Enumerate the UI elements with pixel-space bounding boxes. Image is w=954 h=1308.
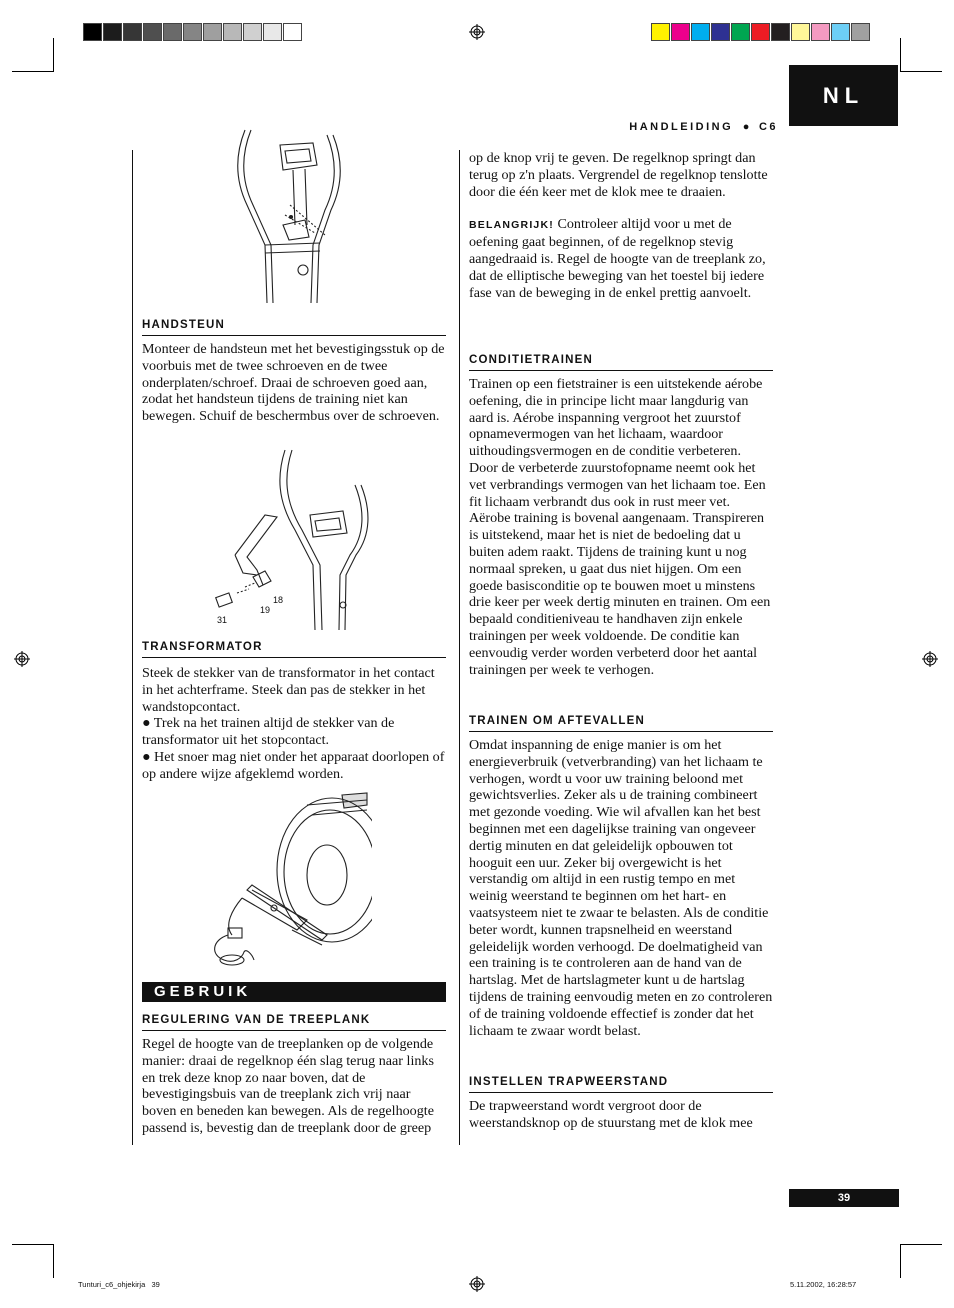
gray-swatch [163,23,182,41]
color-bar [651,23,871,41]
bullet-item: ● Het snoer mag niet onder het apparaat doorlopen of op andere wijze afgeklemd worden. [142,748,445,782]
transformer-figure [212,790,372,970]
color-swatch [671,23,690,41]
gray-swatch [103,23,122,41]
color-swatch [791,23,810,41]
color-swatch [831,23,850,41]
section-body: Regel de hoogte van de treeplanken op de volgende manier: draai de regelknop één slag terug naar links en trek deze knop zo naar boven, dat de bevestigingsbuis van de treeplank zich vrij naar boven en beneden kan bewegen. Als de regelhoogte passend is, bevestig dan de treeplank door de greep [142,1036,434,1136]
color-swatch [851,23,870,41]
registration-mark-icon [922,651,938,667]
color-swatch [651,23,670,41]
gray-swatch [263,23,282,41]
bullet-icon: ● [142,748,151,765]
gray-swatch [83,23,102,41]
color-swatch [811,23,830,41]
section-instellen-trapweerstand [469,1076,773,1132]
grayscale-bar [83,23,303,41]
color-swatch [771,23,790,41]
gray-swatch [123,23,142,41]
gray-swatch [283,23,302,41]
handlebar-assembly-figure [215,445,375,635]
language-tab: NL [789,65,898,126]
section-body: De trapweerstand wordt vergroot door de weerstandsknop op de stuurstang met de klok mee [469,1098,753,1131]
section-body: Monteer de handsteun met het bevestigingsstuk op de voorbuis met de twee schroeven en de twee onderplaten/schroef. Draai de schroeven goed aan, zodat het handsteun tijdens de training niet kan bewegen. Schuif de beschermbus over de schroeven. [142,341,445,425]
section-heading: REGULERING VAN DE TREEPLANK [142,1014,446,1031]
section-heading: CONDITIETRAINEN [469,354,773,371]
page-number: 39 [789,1189,899,1207]
section-transformator [142,641,446,783]
section-heading: TRANSFORMATOR [142,641,446,658]
footer-timestamp: 5.11.2002, 16:28:57 [790,1280,857,1289]
gray-swatch [223,23,242,41]
bullet-item: ● Trek na het trainen altijd de stekker van de transformator uit het stopcontact. [142,715,395,749]
handlebar-figure [225,125,355,305]
right-column [469,150,773,301]
section-body: Omdat inspanning de enige manier is om het energieverbruik (vetverbranding) van het lichaam te verhogen, wordt u voor uw training beloond met gewichtsverlies. Zeker als u de training combineert met gezonde voeding. Wie wil afvallen kan het best beginnen met een dagelijkse training van ongeveer dertig minuten en dat geleidelijk opbouwen tot hooguit een uur. Zeker bij overgewicht is het verstandig om altijd in een rustig tempo en met weinig weerstand te beginnen om het hart- en vaatsysteem niet te zwaar te belasten. Als de conditie beter wordt, kunnen trapsnelheid en weerstand geleidelijk worden verhoogd. De doelmatigheid van een training is te controleren aan de hand van de hartslag. Met de hartslagmeter kunt u de hartslag tijdens de training eenvoudig meten en zo controleren of de training voldoende effectief is zonder dat het lichaam te zwaar wordt belast. [469,737,773,1039]
color-swatch [711,23,730,41]
section-trainen-om-aftevallen [469,715,773,1039]
section-conditietrainen [469,354,773,678]
footer-filename: Tunturi_c6_ohjekirja 39 [78,1280,160,1289]
registration-mark-icon [14,651,30,667]
bullet-icon: ● [142,715,151,732]
section-body: Steek de stekker van de transformator in het contact in het achterframe. Steek dan pas de stekker in het wandstopcontact. [142,665,435,715]
color-swatch [731,23,750,41]
section-heading: TRAINEN OM AFTEVALLEN [469,715,773,732]
important-note: BELANGRIJK! Controleer altijd voor u met de oefening gaat beginnen, of de regelknop stevig aangedraaid is. Regel de hoogte van de treeplank zo, dat de elliptische beweging van het toestel bij iedere fase van de beweging in de enkel prettig aanvoelt. [469,216,766,301]
registration-mark-icon [469,24,485,40]
section-heading: HANDSTEUN [142,319,446,336]
running-head: HANDLEIDING ● C6 [629,121,778,133]
section-regulering [142,1014,446,1137]
continuation-text: op de knop vrij te geven. De regelknop springt dan terug op z'n plaats. Vergrendel de regelknop tenslotte door die één keer met de klok mee te draaien. [469,150,768,200]
section-heading: INSTELLEN TRAPWEERSTAND [469,1076,773,1093]
column-rule-left [132,150,133,1145]
color-swatch [751,23,770,41]
gray-swatch [143,23,162,41]
registration-mark-icon [469,1276,485,1292]
part-label: 19 [260,605,271,615]
part-label: 18 [273,595,284,605]
section-handsteun [142,319,446,425]
section-body: Trainen op een fietstrainer is een uitstekende aérobe oefening, die in principe licht maar langdurig van aard is. Aérobe inspanning vergroot het zuurstof opnamevermogen van het lichaam, waardoor uithoudingsvermogen en de conditie verbeteren. Door de verbeterde zuurstofopname neemt ook het vet verbrandings vermogen van het lichaam toe. Een fit lichaam verbrandt dus ook in rust meer vet. Aërobe training is bovenal aangenaam. Transpireren is uitstekend, maar het is niet de bedoeling dat u buiten adem raakt. Tijdens de training kunt u nog normaal spreken, u gaat dus niet hijgen. Om een goede basisconditie op te bouwen moet u minstens drie keer per week dertig minuten en trainen. Om een bepaald conditieniveau te handhaven zijn enkele trainingen per week voldoende. De conditie kan eenvoudig verder worden verbeterd door het aantal trainingen per week te verhogen. [469,376,771,678]
gray-swatch [203,23,222,41]
column-rule-middle [459,150,460,1145]
chapter-banner: GEBRUIK [142,982,446,1002]
part-label: 31 [217,615,228,625]
gray-swatch [183,23,202,41]
gray-swatch [243,23,262,41]
color-swatch [691,23,710,41]
